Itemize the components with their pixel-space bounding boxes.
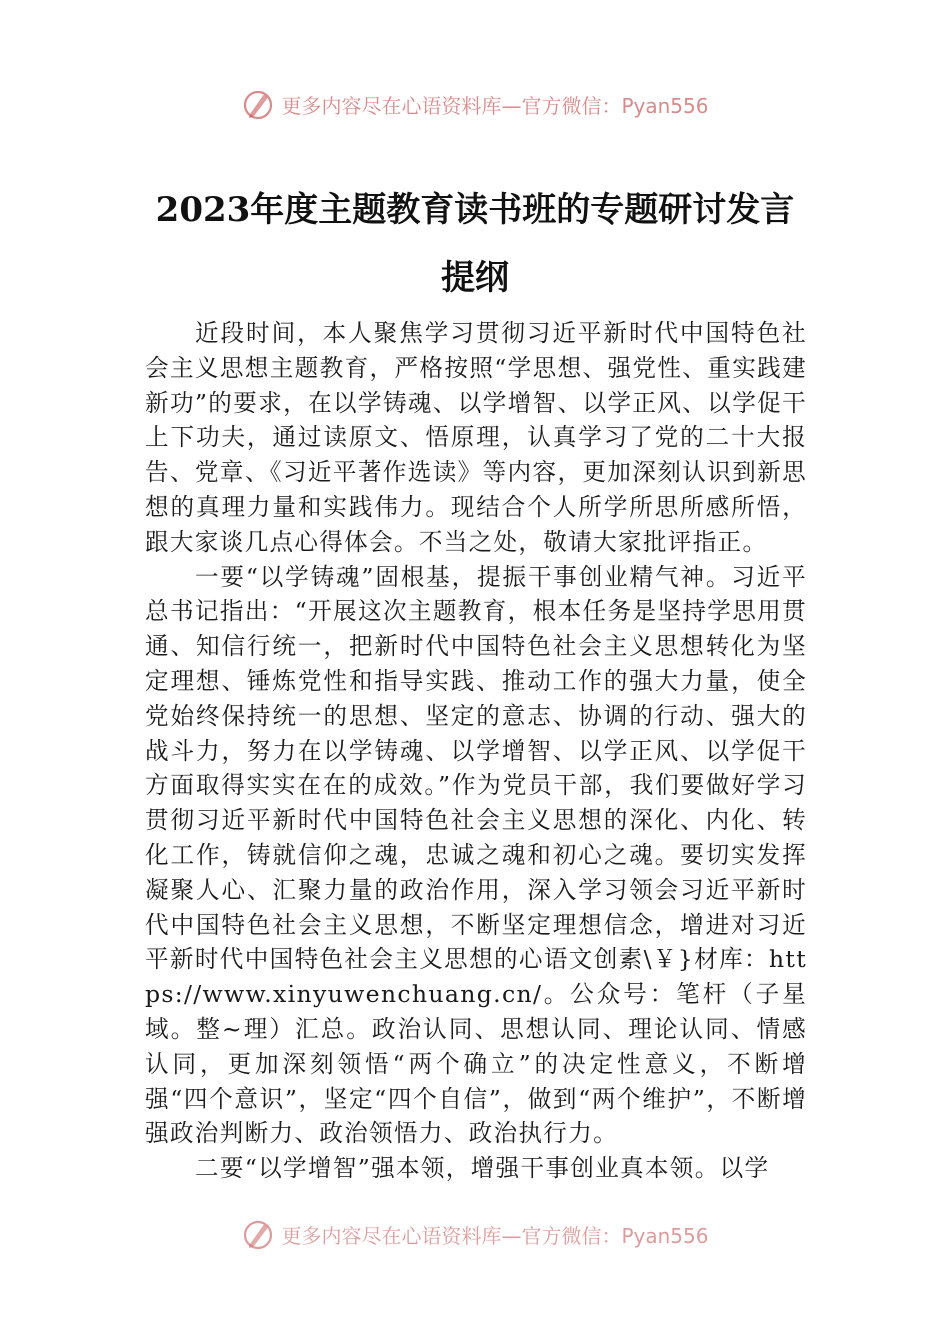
paragraph-point-2: 二要“以学增智”强本领，增强干事创业真本领。以学 [195,1154,770,1183]
pen-logo-icon [241,87,275,121]
pen-logo-icon [241,1217,275,1251]
document-title [0,176,950,312]
title-line-1: 2023年度主题教育读书班的专题研讨发言 [155,190,795,230]
paragraph-intro: 近段时间，本人聚焦学习贯彻习近平新时代中国特色社会主义思想主题教育，严格按照“学思想、强党性、重实践建新功”的要求，在以学铸魂、以学增智、以学正风、以学促干上下功夫，通过读原文、悟原理，认真学习了党的二十大报告、党章、《习近平著作选读》等内容，更加深刻认识到新思想的真理力量和实践伟力。现结合个人所学所思所感所悟，跟大家谈几点心得体会。不当之处，敬请大家批评指正。 [145,319,807,556]
title-line-2: 提纲 [441,258,509,298]
watermark-header [0,84,950,124]
watermark-footer [0,1208,950,1248]
watermark-text: 更多内容尽在心语资料库—官方微信：Pyan556 [281,1223,709,1248]
document-body [145,316,807,1186]
paragraph-point-1: 一要“以学铸魂”固根基，提振干事创业精气神。习近平总书记指出：“开展这次主题教育，根本任务是坚持学思用贯通、知信行统一，把新时代中国特色社会主义思想转化为坚定理想、锤炼党性和指导实践、推动工作的强大力量，使全党始终保持统一的思想、坚定的意志、协调的行动、强大的战斗力，努力在以学铸魂、以学增智、以学正风、以学促干方面取得实实在在的成效。”作为党员干部，我们要做好学习贯彻习近平新时代中国特色社会主义思想的深化、内化、转化工作，铸就信仰之魂，忠诚之魂和初心之魂。要切实发挥凝聚人心、汇聚力量的政治作用，深入学习领会习近平新时代中国特色社会主义思想，不断坚定理想信念，增进对习近平新时代中国特色社会主义思想的心语文创素\￥}材库：https://www.xinyuwenchuang.cn/。公众号：笔杆（子星域。整~理）汇总。政治认同、思想认同、理论认同、情感认同，更加深刻领悟“两个确立”的决定性意义，不断增强“四个意识”，坚定“四个自信”，做到“两个维护”，不断增强政治判断力、政治领悟力、政治执行力。 [145,562,807,1148]
watermark-text: 更多内容尽在心语资料库—官方微信：Pyan556 [281,93,709,118]
